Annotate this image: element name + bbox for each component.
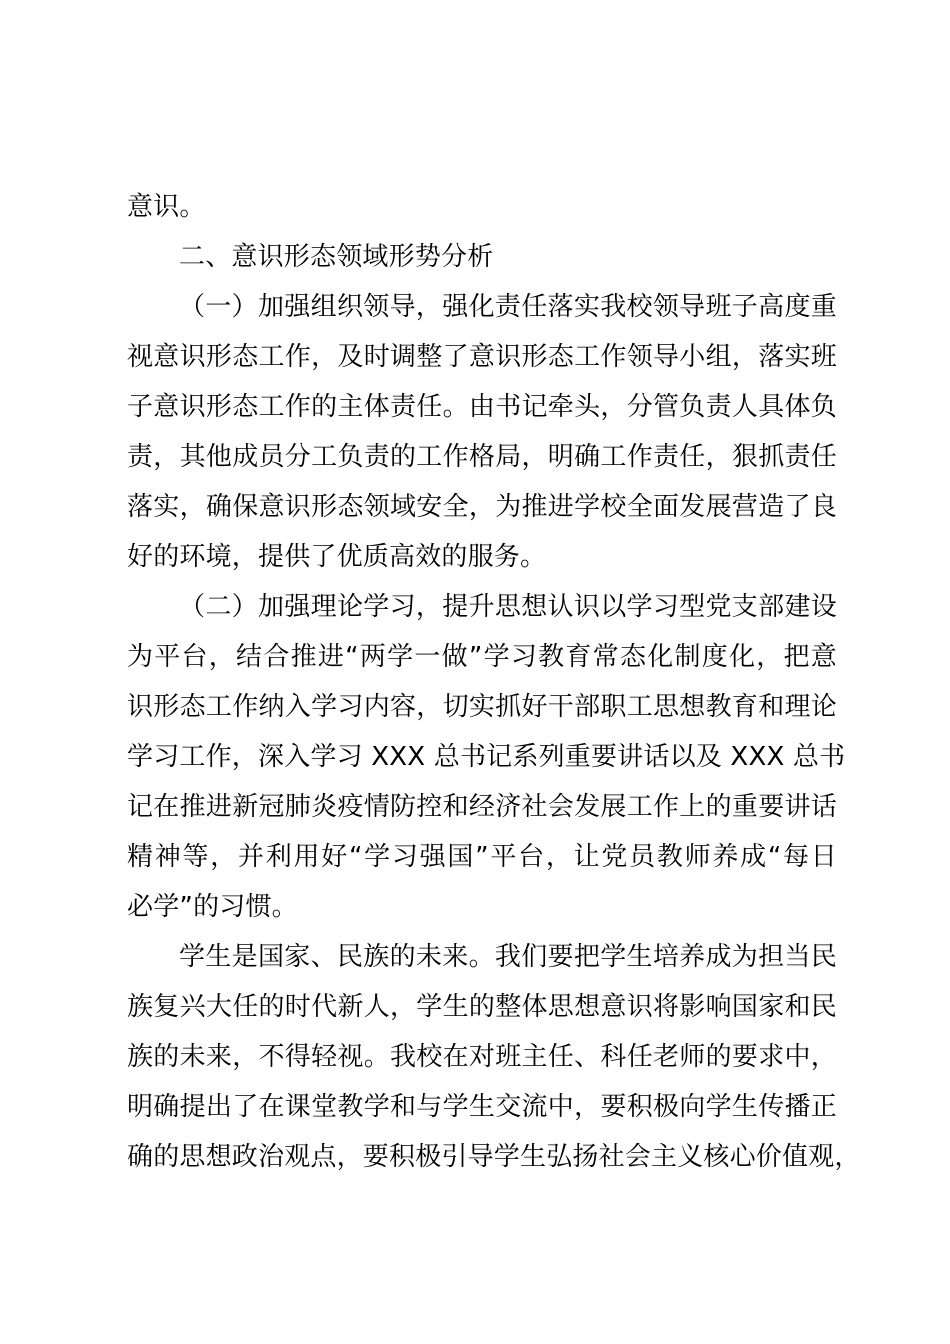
text-line: 确的思想政治观点，要积极引导学生弘扬社会主义核心价值观，	[127, 1142, 861, 1172]
text-line: （一）加强组织领导，强化责任落实我校领导班子高度重	[179, 292, 837, 322]
text-line: 意识。	[127, 192, 206, 222]
text-line: 记在推进新冠肺炎疫情防控和经济社会发展工作上的重要讲话	[127, 792, 837, 822]
text-line: 明确提出了在课堂教学和与学生交流中，要积极向学生传播正	[127, 1092, 837, 1122]
document-body	[127, 182, 861, 1182]
text-line: 子意识形态工作的主体责任。由书记牵头，分管负责人具体负	[127, 392, 837, 422]
text-line: 责，其他成员分工负责的工作格局，明确工作责任，狠抓责任	[127, 442, 837, 472]
text-line: 族复兴大任的时代新人，学生的整体思想意识将影响国家和民	[127, 992, 837, 1022]
text-line: 好的环境，提供了优质高效的服务。	[127, 542, 547, 572]
text-line: （二）加强理论学习，提升思想认识以学习型党支部建设	[179, 592, 837, 622]
text-line: 视意识形态工作，及时调整了意识形态工作领导小组，落实班	[127, 342, 837, 372]
text-line: 必学”的习惯。	[127, 892, 298, 922]
text-line: 族的未来，不得轻视。我校在对班主任、科任老师的要求中，	[127, 1042, 837, 1072]
text-line: 精神等，并利用好“学习强国”平台，让党员教师养成“每日	[127, 842, 837, 872]
text-line: 学生是国家、民族的未来。我们要把学生培养成为担当民	[179, 942, 837, 972]
text-line: 为平台，结合推进“两学一做”学习教育常态化制度化，把意	[127, 642, 837, 672]
text-line: 学习工作，深入学习 XXX 总书记系列重要讲话以及 XXX 总书	[127, 742, 846, 772]
text-line: 识形态工作纳入学习内容，切实抓好干部职工思想教育和理论	[127, 692, 837, 722]
text-line: 落实，确保意识形态领域安全，为推进学校全面发展营造了良	[127, 492, 837, 522]
section-heading: 二、意识形态领域形势分析	[179, 242, 494, 272]
